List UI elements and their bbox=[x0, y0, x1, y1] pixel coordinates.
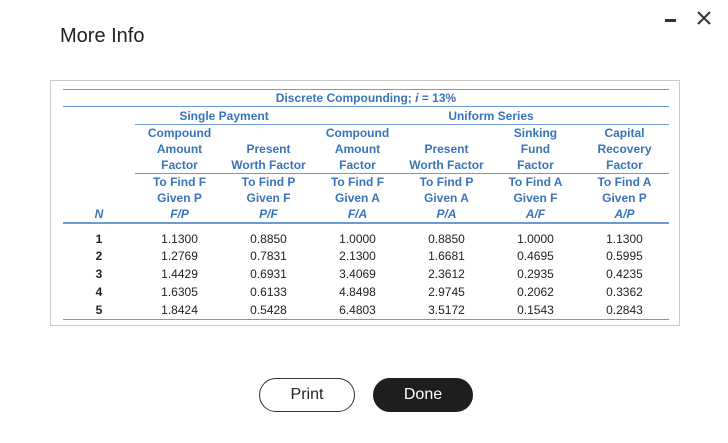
col-find: To Find F bbox=[152, 175, 207, 189]
value-cell: 1.0000 bbox=[339, 231, 376, 246]
factor-table bbox=[63, 89, 669, 320]
col-notation: P/F bbox=[224, 206, 313, 223]
n-cell: 2 bbox=[95, 249, 103, 263]
value-cell: 1.4429 bbox=[161, 267, 198, 281]
minimize-icon[interactable] bbox=[660, 8, 680, 28]
n-cell: 3 bbox=[95, 267, 103, 281]
table-row bbox=[63, 265, 669, 283]
value-cell: 0.8850 bbox=[428, 231, 465, 246]
value-cell: 3.4069 bbox=[339, 267, 376, 281]
col-given: Given P bbox=[157, 191, 202, 205]
col-name-line3: Factor bbox=[491, 157, 580, 174]
col-notation: A/P bbox=[580, 206, 669, 223]
col-name-line1: Compound bbox=[147, 126, 212, 140]
col-notation: F/A bbox=[313, 206, 402, 223]
value-cell: 0.2062 bbox=[517, 285, 554, 299]
col-name-line2: Amount bbox=[334, 142, 381, 156]
table-row bbox=[63, 301, 669, 319]
col-given: Given F bbox=[513, 191, 558, 205]
col-name-line1: Sinking bbox=[513, 126, 558, 140]
value-cell: 0.6133 bbox=[250, 285, 287, 299]
col-find: To Find A bbox=[597, 175, 652, 189]
col-name-line2: Amount bbox=[156, 142, 203, 156]
value-cell: 2.9745 bbox=[428, 285, 465, 299]
table-row bbox=[63, 223, 669, 247]
group-header-uniform-series: Uniform Series bbox=[313, 107, 669, 125]
col-name-line2: Fund bbox=[520, 142, 551, 156]
value-cell: 2.1300 bbox=[339, 249, 376, 263]
table-row bbox=[63, 283, 669, 301]
col-name-line1 bbox=[402, 125, 491, 142]
value-cell: 1.8424 bbox=[135, 301, 224, 319]
value-cell: 0.4235 bbox=[606, 267, 643, 281]
value-cell: 1.0000 bbox=[517, 231, 554, 246]
value-cell: 1.1300 bbox=[606, 231, 643, 246]
dialog-title: More Info bbox=[60, 25, 145, 47]
col-find: To Find A bbox=[508, 175, 563, 189]
value-cell: 3.5172 bbox=[402, 301, 491, 319]
done-button[interactable]: Done bbox=[373, 378, 473, 412]
value-cell: 0.5995 bbox=[606, 249, 643, 263]
col-name-line1: Capital bbox=[604, 126, 645, 140]
col-given: Given A bbox=[335, 191, 380, 205]
value-cell: 2.3612 bbox=[428, 267, 465, 281]
n-cell: 4 bbox=[95, 285, 103, 299]
col-find: To Find F bbox=[330, 175, 385, 189]
col-name-line2: Recovery bbox=[597, 142, 652, 156]
n-column-header: N bbox=[63, 206, 135, 223]
col-name-line3: Factor bbox=[580, 157, 669, 174]
value-cell: 6.4803 bbox=[313, 301, 402, 319]
col-name-line1 bbox=[224, 125, 313, 142]
col-name-line2: Present bbox=[246, 142, 291, 156]
col-notation: A/F bbox=[491, 206, 580, 223]
value-cell: 0.4695 bbox=[517, 249, 554, 263]
group-header-single-payment: Single Payment bbox=[135, 107, 313, 125]
col-given: Given F bbox=[246, 191, 291, 205]
value-cell: 0.7831 bbox=[250, 249, 287, 263]
value-cell: 0.5428 bbox=[224, 301, 313, 319]
n-cell: 5 bbox=[63, 301, 135, 319]
col-given: Given A bbox=[424, 191, 469, 205]
value-cell: 4.8498 bbox=[339, 285, 376, 299]
col-name-line1: Compound bbox=[325, 126, 390, 140]
col-name-line3: Worth Factor bbox=[402, 157, 491, 174]
col-name-line2: Present bbox=[424, 142, 469, 156]
col-find: To Find P bbox=[419, 175, 474, 189]
col-notation: P/A bbox=[402, 206, 491, 223]
value-cell: 0.3362 bbox=[606, 285, 643, 299]
window-controls bbox=[660, 8, 714, 28]
table-row bbox=[63, 247, 669, 265]
value-cell: 0.1543 bbox=[491, 301, 580, 319]
value-cell: 1.1300 bbox=[161, 231, 198, 246]
col-notation: F/P bbox=[135, 206, 224, 223]
value-cell: 1.2769 bbox=[161, 249, 198, 263]
print-button[interactable]: Print bbox=[259, 378, 355, 412]
value-cell: 1.6681 bbox=[428, 249, 465, 263]
n-cell: 1 bbox=[95, 231, 103, 246]
value-cell: 0.2843 bbox=[580, 301, 669, 319]
col-name-line3: Factor bbox=[313, 157, 402, 174]
factor-table-panel bbox=[50, 80, 680, 326]
value-cell: 0.6931 bbox=[250, 267, 287, 281]
col-find: To Find P bbox=[241, 175, 296, 189]
close-icon[interactable] bbox=[694, 8, 714, 28]
value-cell: 0.2935 bbox=[517, 267, 554, 281]
value-cell: 0.8850 bbox=[250, 231, 287, 246]
value-cell: 1.6305 bbox=[161, 285, 198, 299]
col-name-line3: Worth Factor bbox=[224, 157, 313, 174]
col-name-line3: Factor bbox=[135, 157, 224, 174]
table-title: Discrete Compounding; i = 13% bbox=[63, 90, 669, 107]
col-given: Given P bbox=[602, 191, 647, 205]
